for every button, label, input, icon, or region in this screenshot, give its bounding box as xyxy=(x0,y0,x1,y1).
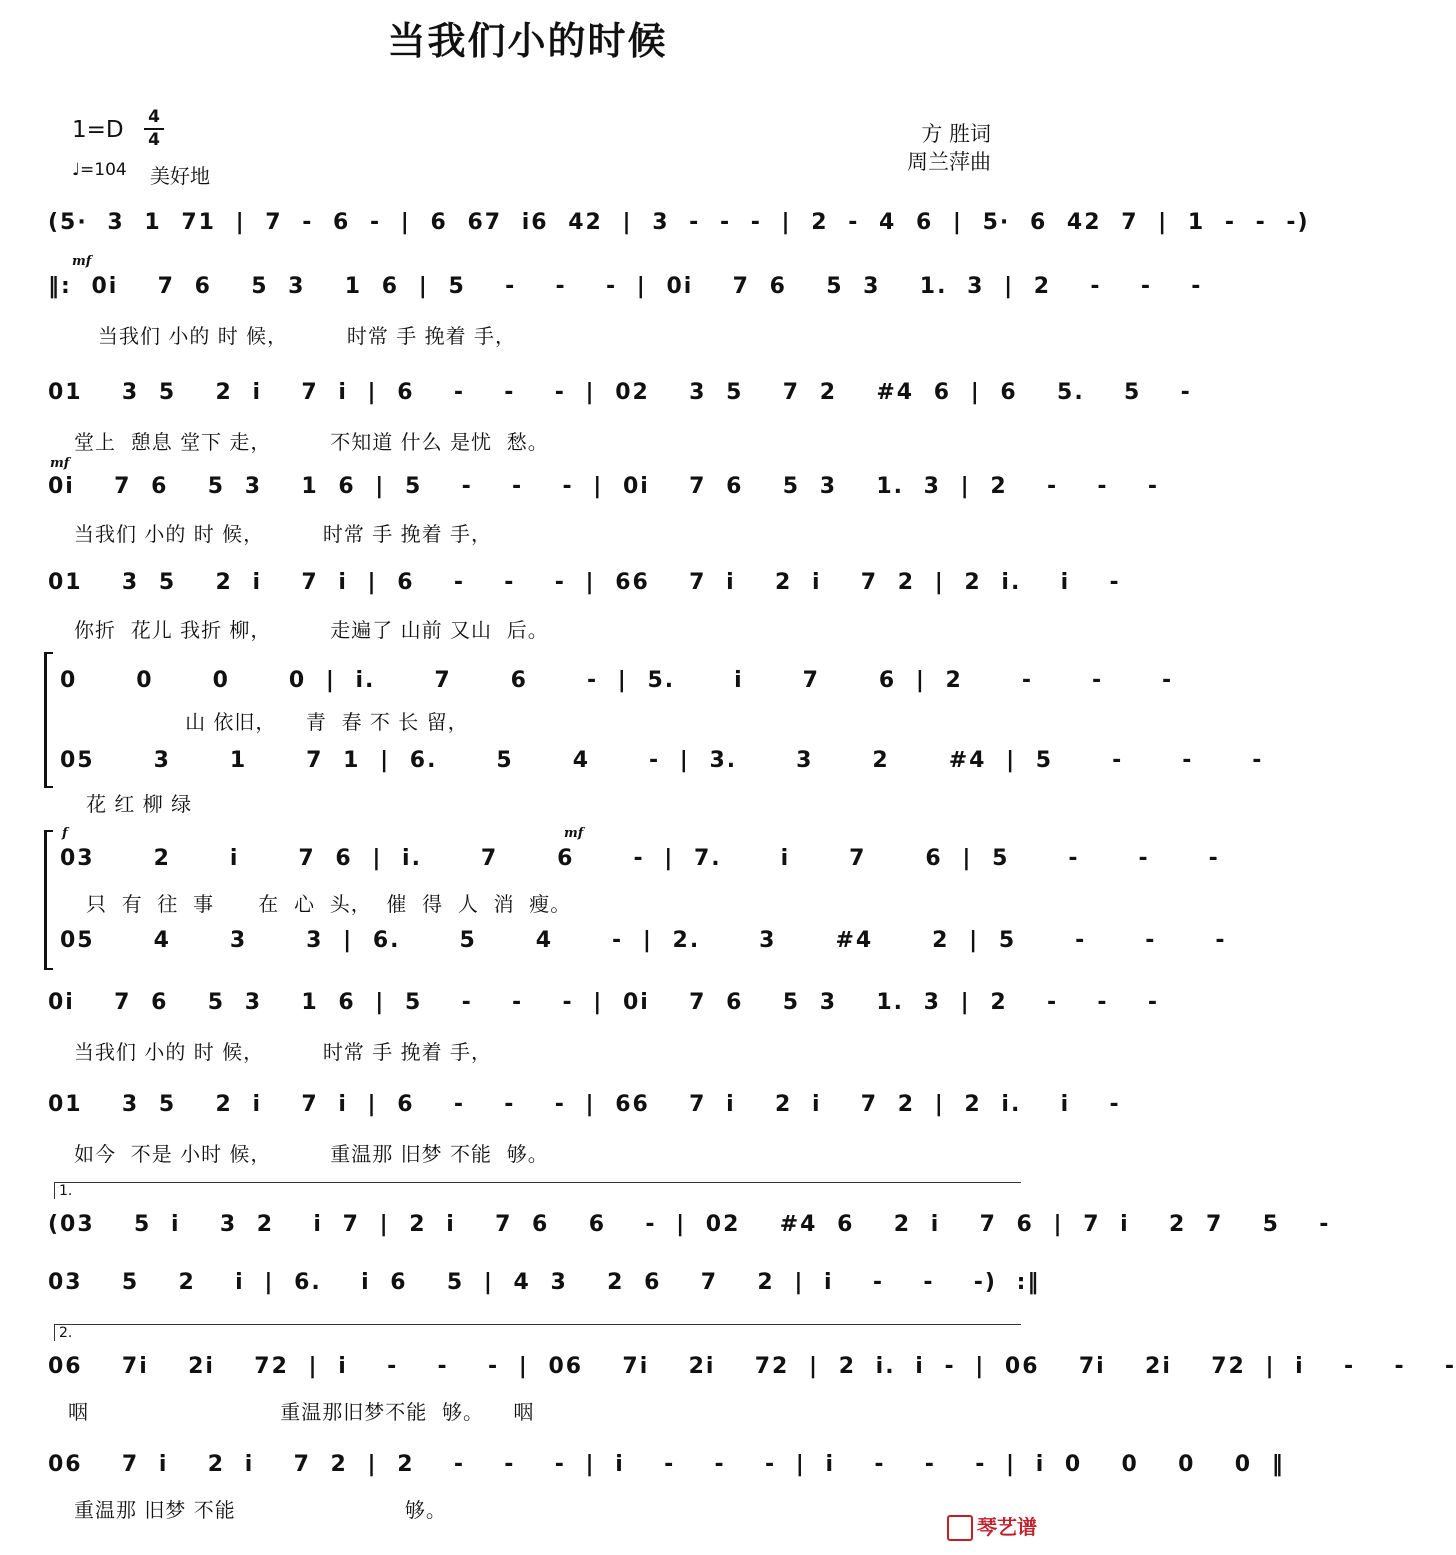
notation-line: ‖: 0i 7 6 5 3 1 6 | 5 - - - | 0i 7 6 5 3 1. 3 | 2 - - - xyxy=(48,274,1203,299)
notation-line: 01 3 5 2 i 7 i | 6 - - - | 66 7 i 2 i 7 2 | 2 i. i - xyxy=(48,1092,1121,1117)
time-signature xyxy=(144,108,164,150)
volta-label: 1. xyxy=(59,1183,73,1199)
time-bottom: 4 xyxy=(148,130,160,150)
dynamic-mf-3: mf xyxy=(564,826,584,841)
system-bracket xyxy=(44,830,53,970)
notation-line: 01 3 5 2 i 7 i | 6 - - - | 02 3 5 7 2 #4 6 | 6 5. 5 - xyxy=(48,380,1192,405)
lyric-line: 重温那 旧梦 不能 够。 xyxy=(74,1498,447,1522)
lyric-line: 当我们 小的 时 候， 时常 手 挽着 手， xyxy=(98,324,517,348)
lyric-line: 当我们 小的 时 候， 时常 手 挽着 手， xyxy=(74,522,493,546)
lyric-line: 咽 重温那旧梦不能 够。 咽 xyxy=(68,1400,535,1424)
dynamic-mf-2: mf xyxy=(50,456,70,471)
notation-line: 0i 7 6 5 3 1 6 | 5 - - - | 0i 7 6 5 3 1. 3 | 2 - - - xyxy=(48,474,1159,499)
notation-line: 0 0 0 0 | i. 7 6 - | 5. i 7 6 | 2 - - - xyxy=(60,668,1174,693)
lyric-line: 当我们 小的 时 候， 时常 手 挽着 手， xyxy=(74,1040,493,1064)
lyric-line: 如今 不是 小时 候， 重温那 旧梦 不能 够。 xyxy=(74,1142,549,1166)
notation-line: (03 5 i 3 2 i 7 | 2 i 7 6 6 - | 02 #4 6 2 i 7 6 | 7 i 2 7 5 - xyxy=(48,1212,1331,1237)
lyric-line: 你折 花儿 我折 柳， 走遍了 山前 又山 后。 xyxy=(74,618,549,642)
dynamic-mf-1: mf xyxy=(72,254,92,269)
dynamic-f: f xyxy=(62,826,68,841)
composer-credit: 周兰萍曲 xyxy=(907,150,991,174)
volta-label: 2. xyxy=(59,1325,73,1341)
logo-text: 琴艺谱 xyxy=(977,1514,1037,1539)
notation-line: 03 5 2 i | 6. i 6 5 | 4 3 2 6 7 2 | i - - -) :‖ xyxy=(48,1270,1041,1295)
notation-line: (5· 3 1 71 | 7 - 6 - | 6 67 i6 42 | 3 - - - | 2 - 4 6 | 5· 6 42 7 | 1 - - -) xyxy=(48,210,1310,235)
notation-line: 06 7 i 2 i 7 2 | 2 - - - | i - - - | i - - - | i 0 0 0 0 ‖ xyxy=(48,1452,1285,1477)
lyric-line: 花 红 柳 绿 xyxy=(86,792,193,816)
notation-line: 0i 7 6 5 3 1 6 | 5 - - - | 0i 7 6 5 3 1. 3 | 2 - - - xyxy=(48,990,1159,1015)
lyric-line: 只 有 往 事 在 心 头， 催 得 人 消 瘦。 xyxy=(86,892,572,916)
site-logo xyxy=(947,1511,1037,1542)
notation-line: 05 3 1 7 1 | 6. 5 4 - | 3. 3 2 #4 | 5 - - - xyxy=(60,748,1264,773)
lyric-line: 堂上 憩息 堂下 走， 不知道 什么 是忧 愁。 xyxy=(74,430,549,454)
logo-icon xyxy=(947,1515,973,1541)
notation-line: 06 7i 2i 72 | i - - - | 06 7i 2i 72 | 2 i. i - | 06 7i 2i 72 | i - - - xyxy=(48,1354,1456,1379)
volta-second-ending xyxy=(54,1324,1021,1341)
notation-line: 05 4 3 3 | 6. 5 4 - | 2. 3 #4 2 | 5 - - - xyxy=(60,928,1227,953)
key-signature: 1=D xyxy=(72,117,124,143)
time-top: 4 xyxy=(148,107,160,127)
notation-line: 01 3 5 2 i 7 i | 6 - - - | 66 7 i 2 i 7 2 | 2 i. i - xyxy=(48,570,1121,595)
tempo-marking: ♩=104 xyxy=(72,160,127,180)
expression-marking: 美好地 xyxy=(150,164,210,188)
notation-line: 03 2 i 7 6 | i. 7 6 - | 7. i 7 6 | 5 - - - xyxy=(60,846,1220,871)
lyricist-credit: 方 胜词 xyxy=(921,122,991,146)
lyric-line: 山 依旧， 青 春 不 长 留， xyxy=(60,710,469,734)
page-title: 当我们小的时候 xyxy=(387,19,668,63)
volta-first-ending xyxy=(54,1182,1021,1199)
system-bracket xyxy=(44,652,53,788)
